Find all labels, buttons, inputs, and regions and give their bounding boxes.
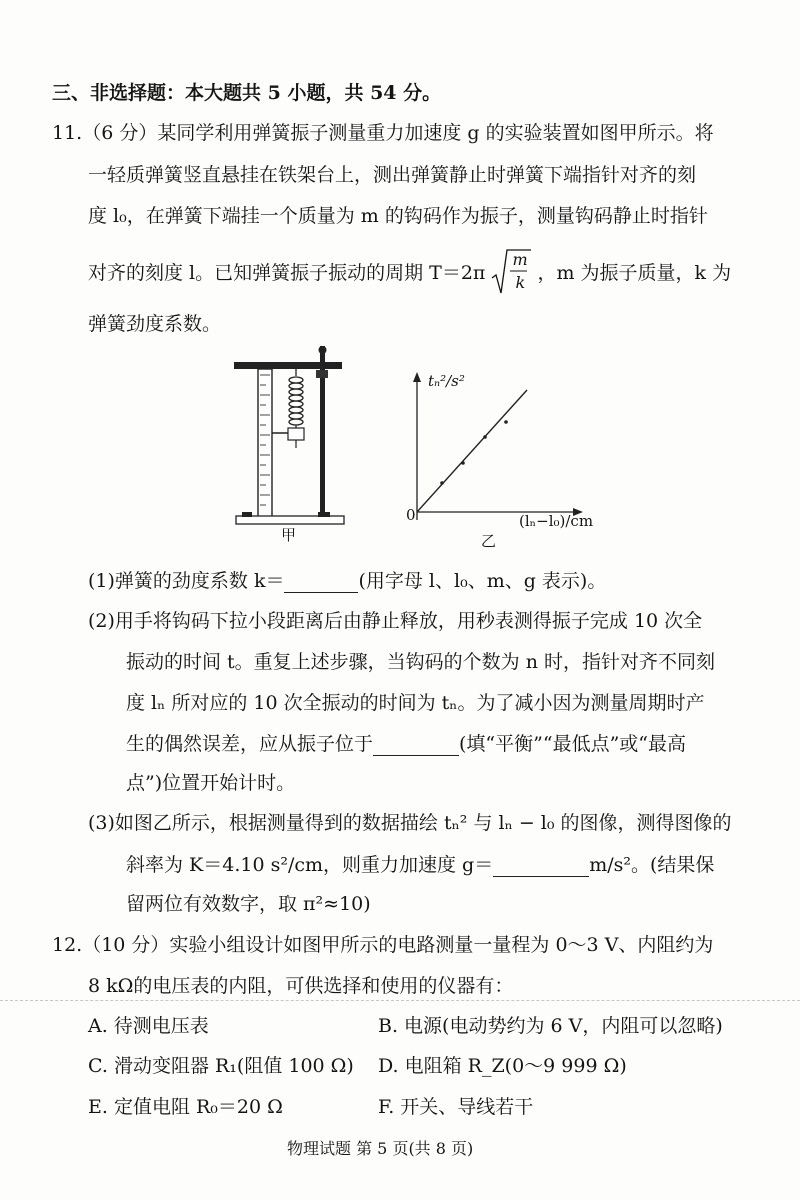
q11-part2-line5: 点”)位置开始计时。 <box>126 772 296 794</box>
sqrt-expression <box>491 250 531 292</box>
q11-part2-line3: 度 lₙ 所对应的 10 次全振动的时间为 tₙ。为了减小因为测量周期时产 <box>126 692 705 714</box>
q11-line5: 弹簧劲度系数。 <box>88 313 222 335</box>
answer-blank-k[interactable] <box>284 570 358 593</box>
data-point <box>504 420 508 424</box>
answer-blank-g[interactable] <box>493 854 589 877</box>
y-axis-arrow <box>413 372 421 382</box>
q12-option-b: B. 电源(电动势约为 6 V，内阻可以忽略) <box>378 1015 723 1037</box>
q11-part2-line4-pre: 生的偶然误差，应从振子位于 <box>126 733 374 755</box>
q11-part1 <box>88 566 606 593</box>
q12-option-c: C. 滑动变阻器 R₁(阻值 100 Ω) <box>88 1055 354 1077</box>
q12-option-f: F. 开关、导线若干 <box>378 1096 534 1118</box>
q11-part3-line3: 留两位有效数字，取 π²≈10) <box>126 893 371 915</box>
q11-part3-line2-post: m/s²。(结果保 <box>589 854 715 876</box>
q11-line1: 11.（6 分）某同学利用弹簧振子测量重力加速度 g 的实验装置如图甲所示。将 <box>52 122 714 144</box>
q11-part3-line2-pre: 斜率为 K＝4.10 s²/cm，则重力加速度 g＝ <box>126 854 494 876</box>
q11-part3-line2 <box>126 850 714 877</box>
q12-line2: 8 kΩ的电压表的内阻，可供选择和使用的仪器有： <box>88 975 514 997</box>
clamp <box>316 370 328 378</box>
q12-option-d: D. 电阻箱 R_Z(0～9 999 Ω) <box>378 1055 627 1077</box>
frac-denominator: k <box>515 273 526 292</box>
q11-part1-post: (用字母 l、l₀、m、g 表示)。 <box>358 570 607 592</box>
figure-yi-label: 乙 <box>481 532 497 550</box>
q11-part2-line4 <box>126 729 686 756</box>
fit-line <box>417 390 527 512</box>
q11-part3-line1: (3)如图乙所示，根据测量得到的数据描绘 tₙ² 与 lₙ − l₀ 的图像，测得图像的 <box>88 812 732 834</box>
page-footer: 物理试题 第 5 页(共 8 页) <box>287 1139 474 1158</box>
data-point <box>461 461 465 465</box>
ruler <box>258 369 272 519</box>
data-point <box>483 435 487 439</box>
q12-line1: 12.（10 分）实验小组设计如图甲所示的电路测量一量程为 0～3 V、内阻约为 <box>52 934 714 956</box>
q12-option-e: E. 定值电阻 R₀＝20 Ω <box>88 1096 283 1118</box>
figure-yi-graph <box>395 370 595 530</box>
q11-part2-line4-post: (填“平衡”“最低点”或“最高 <box>459 733 686 755</box>
q11-line4-post: ，m 为振子质量，k 为 <box>537 262 732 284</box>
figure-jia-label: 甲 <box>281 526 297 544</box>
spring <box>289 369 303 430</box>
q11-part2-line2: 振动的时间 t。重复上述步骤，当钩码的个数为 n 时，指针对齐不同刻 <box>126 651 715 673</box>
stand-base <box>236 516 344 524</box>
hook-weight <box>288 428 304 440</box>
data-point <box>440 481 444 485</box>
q11-part2-line1: (2)用手将钩码下拉小段距离后由静止释放，用秒表测得振子完成 10 次全 <box>88 610 703 632</box>
frac-numerator: m <box>512 250 528 269</box>
q11-line3: 度 l₀，在弹簧下端挂一个质量为 m 的钩码作为振子，测量钩码静止时指针 <box>88 205 708 227</box>
top-crossbar <box>234 362 342 369</box>
q12-option-a: A. 待测电压表 <box>88 1015 209 1037</box>
graph-y-label: tₙ²/s² <box>428 372 465 390</box>
rod-top-knob <box>319 346 327 354</box>
section-title: 三、非选择题：本大题共 5 小题，共 54 分。 <box>52 82 442 104</box>
fold-line <box>0 1000 800 1001</box>
graph-origin: 0 <box>406 506 416 524</box>
answer-blank-position[interactable] <box>373 733 459 756</box>
q11-line2: 一轻质弹簧竖直悬挂在铁架台上，测出弹簧静止时弹簧下端指针对齐的刻 <box>88 164 697 186</box>
q11-line4-pre: 对齐的刻度 l。已知弹簧振子振动的周期 T＝2π <box>88 262 486 284</box>
q11-part1-pre: (1)弹簧的劲度系数 k＝ <box>88 570 285 592</box>
graph-x-label: (lₙ−l₀)/cm <box>519 512 594 530</box>
q11-line4 <box>88 250 732 292</box>
figure-jia-apparatus <box>228 340 348 530</box>
